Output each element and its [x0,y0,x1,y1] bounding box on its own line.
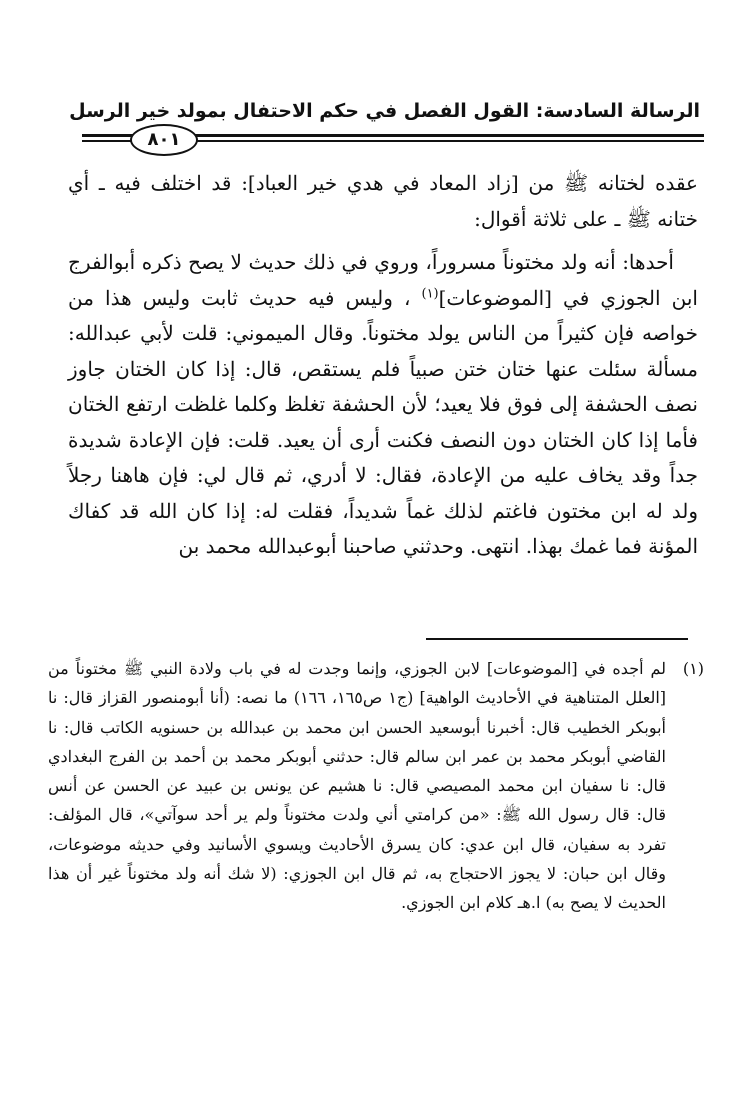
footnote-number: (١) [682,659,704,678]
footnote [48,654,704,918]
header-rule [82,124,704,164]
paragraph-2 [68,245,698,565]
main-text [68,166,698,565]
paragraph-1: عقده لختانه ﷺ من [زاد المعاد في هدي خير العباد]: قد اختلف فيه ـ أي ختانه ﷺ ـ على ثلاثة أقوال: [68,171,698,231]
footnote-text: لم أجده في [الموضوعات] لابن الجوزي، وإنما وجدت له في باب ولادة النبي ﷺ مختوناً من [العلل المتناهية في الأحاديث الواهية] (ج١ ص١٦٥، ١٦٦) ما نصه: (أنا أبومنصور القزاز قال: نا أبوبكر الخطيب قال: أخبرنا أبوسعيد الحسن ابن محمد بن عبدالله بن حسنويه الكاتب قال: نا القاضي أبوبكر محمد بن عمر ابن سالم قال: حدثني أبوبكر محمد بن أحمد بن الفرج البغدادي قال: نا سفيان ابن محمد المصيصي قال: نا هشيم عن يونس بن عبيد عن الحسن عن أنس قال: قال رسول الله ﷺ: «من كرامتي أني ولدت مختوناً ولم ير أحد سوآتي»، قال المؤلف: تفرد به سفيان، قال ابن عدي: كان يسرق الأحاديث ويسوي الأسانيد وفي حديثه موضوعات، وقال ابن حبان: لا يجوز الاحتجاج به، ثم قال ابن الجوزي: (لا شك أنه ولد مختوناً غير أن هذا الحديث لا يصح به) ا.هـ كلام ابن الجوزي. [48,659,667,913]
paragraph-2-start: أحدها: أنه ولد مختوناً مسروراً، وروي في ذلك حديث لا يصح ذكره أبوالفرج ابن الجوزي في [الموضوعات] [68,250,698,310]
paragraph-2-rest: ، وليس فيه حديث ثابت وليس هذا من خواصه فإن كثيراً من الناس يولد مختوناً. وقال الميموني: قلت لأبي عبدالله: مسألة سئلت عنها ختان ختن صبياً فلم يستقص، قال: إذا كان الختان جاوز نصف الحشفة إلى فوق فلا يعيد؛ لأن الحشفة تغلظ وكلما غلظت ارتفع الختان فأما إذا كان الختان دون النصف فكنت أرى أن يعيد. قلت: فإن الإعادة شديدة جداً وقد يخاف عليه من الإعادة، فقال: لا أدري، ثم قال لي: فإن هاهنا رجلاً ولد له ابن مختون فاغتم لذلك غماً شديداً، فقلت له: إذا كان الله قد كفاك المؤنة فما غمك بهذا. انتهى. وحدثني صاحبنا أبوعبدالله محمد بن [68,285,698,558]
running-header-title: الرسالة السادسة: القول الفصل في حكم الاحتفال بمولد خير الرسل [69,100,700,122]
footnote-reference[interactable]: (١) [421,285,439,301]
page-number: ٨٠١ [130,124,198,156]
footnote-separator [426,638,688,640]
